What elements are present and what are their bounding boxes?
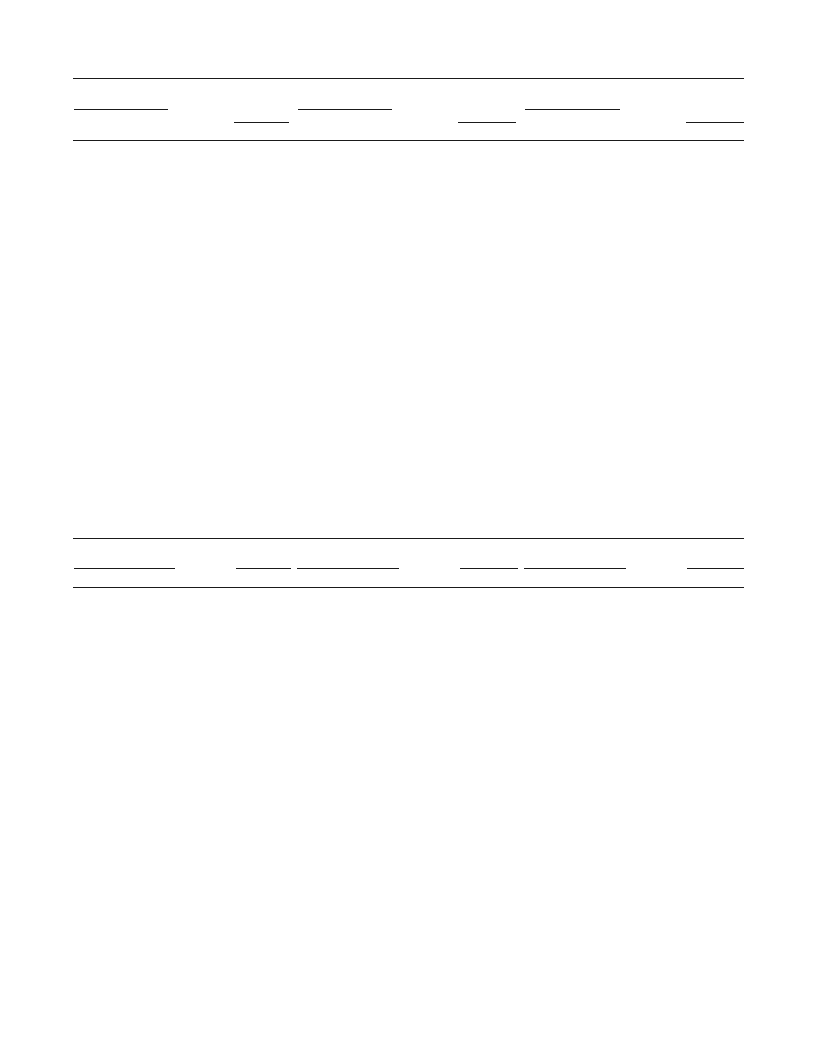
- table-bottom-rule-upper: [73, 538, 744, 539]
- table-bottom-col-4-underline: [460, 568, 518, 569]
- table-bottom-col-6-underline: [687, 568, 744, 569]
- table-bottom-rule-lower: [73, 587, 744, 588]
- table-bottom-col-5-underline: [524, 568, 626, 569]
- table-bottom-col-3-underline: [297, 568, 399, 569]
- table-bottom-col-2-underline: [236, 568, 291, 569]
- table-bottom-col-1-underline: [74, 568, 175, 569]
